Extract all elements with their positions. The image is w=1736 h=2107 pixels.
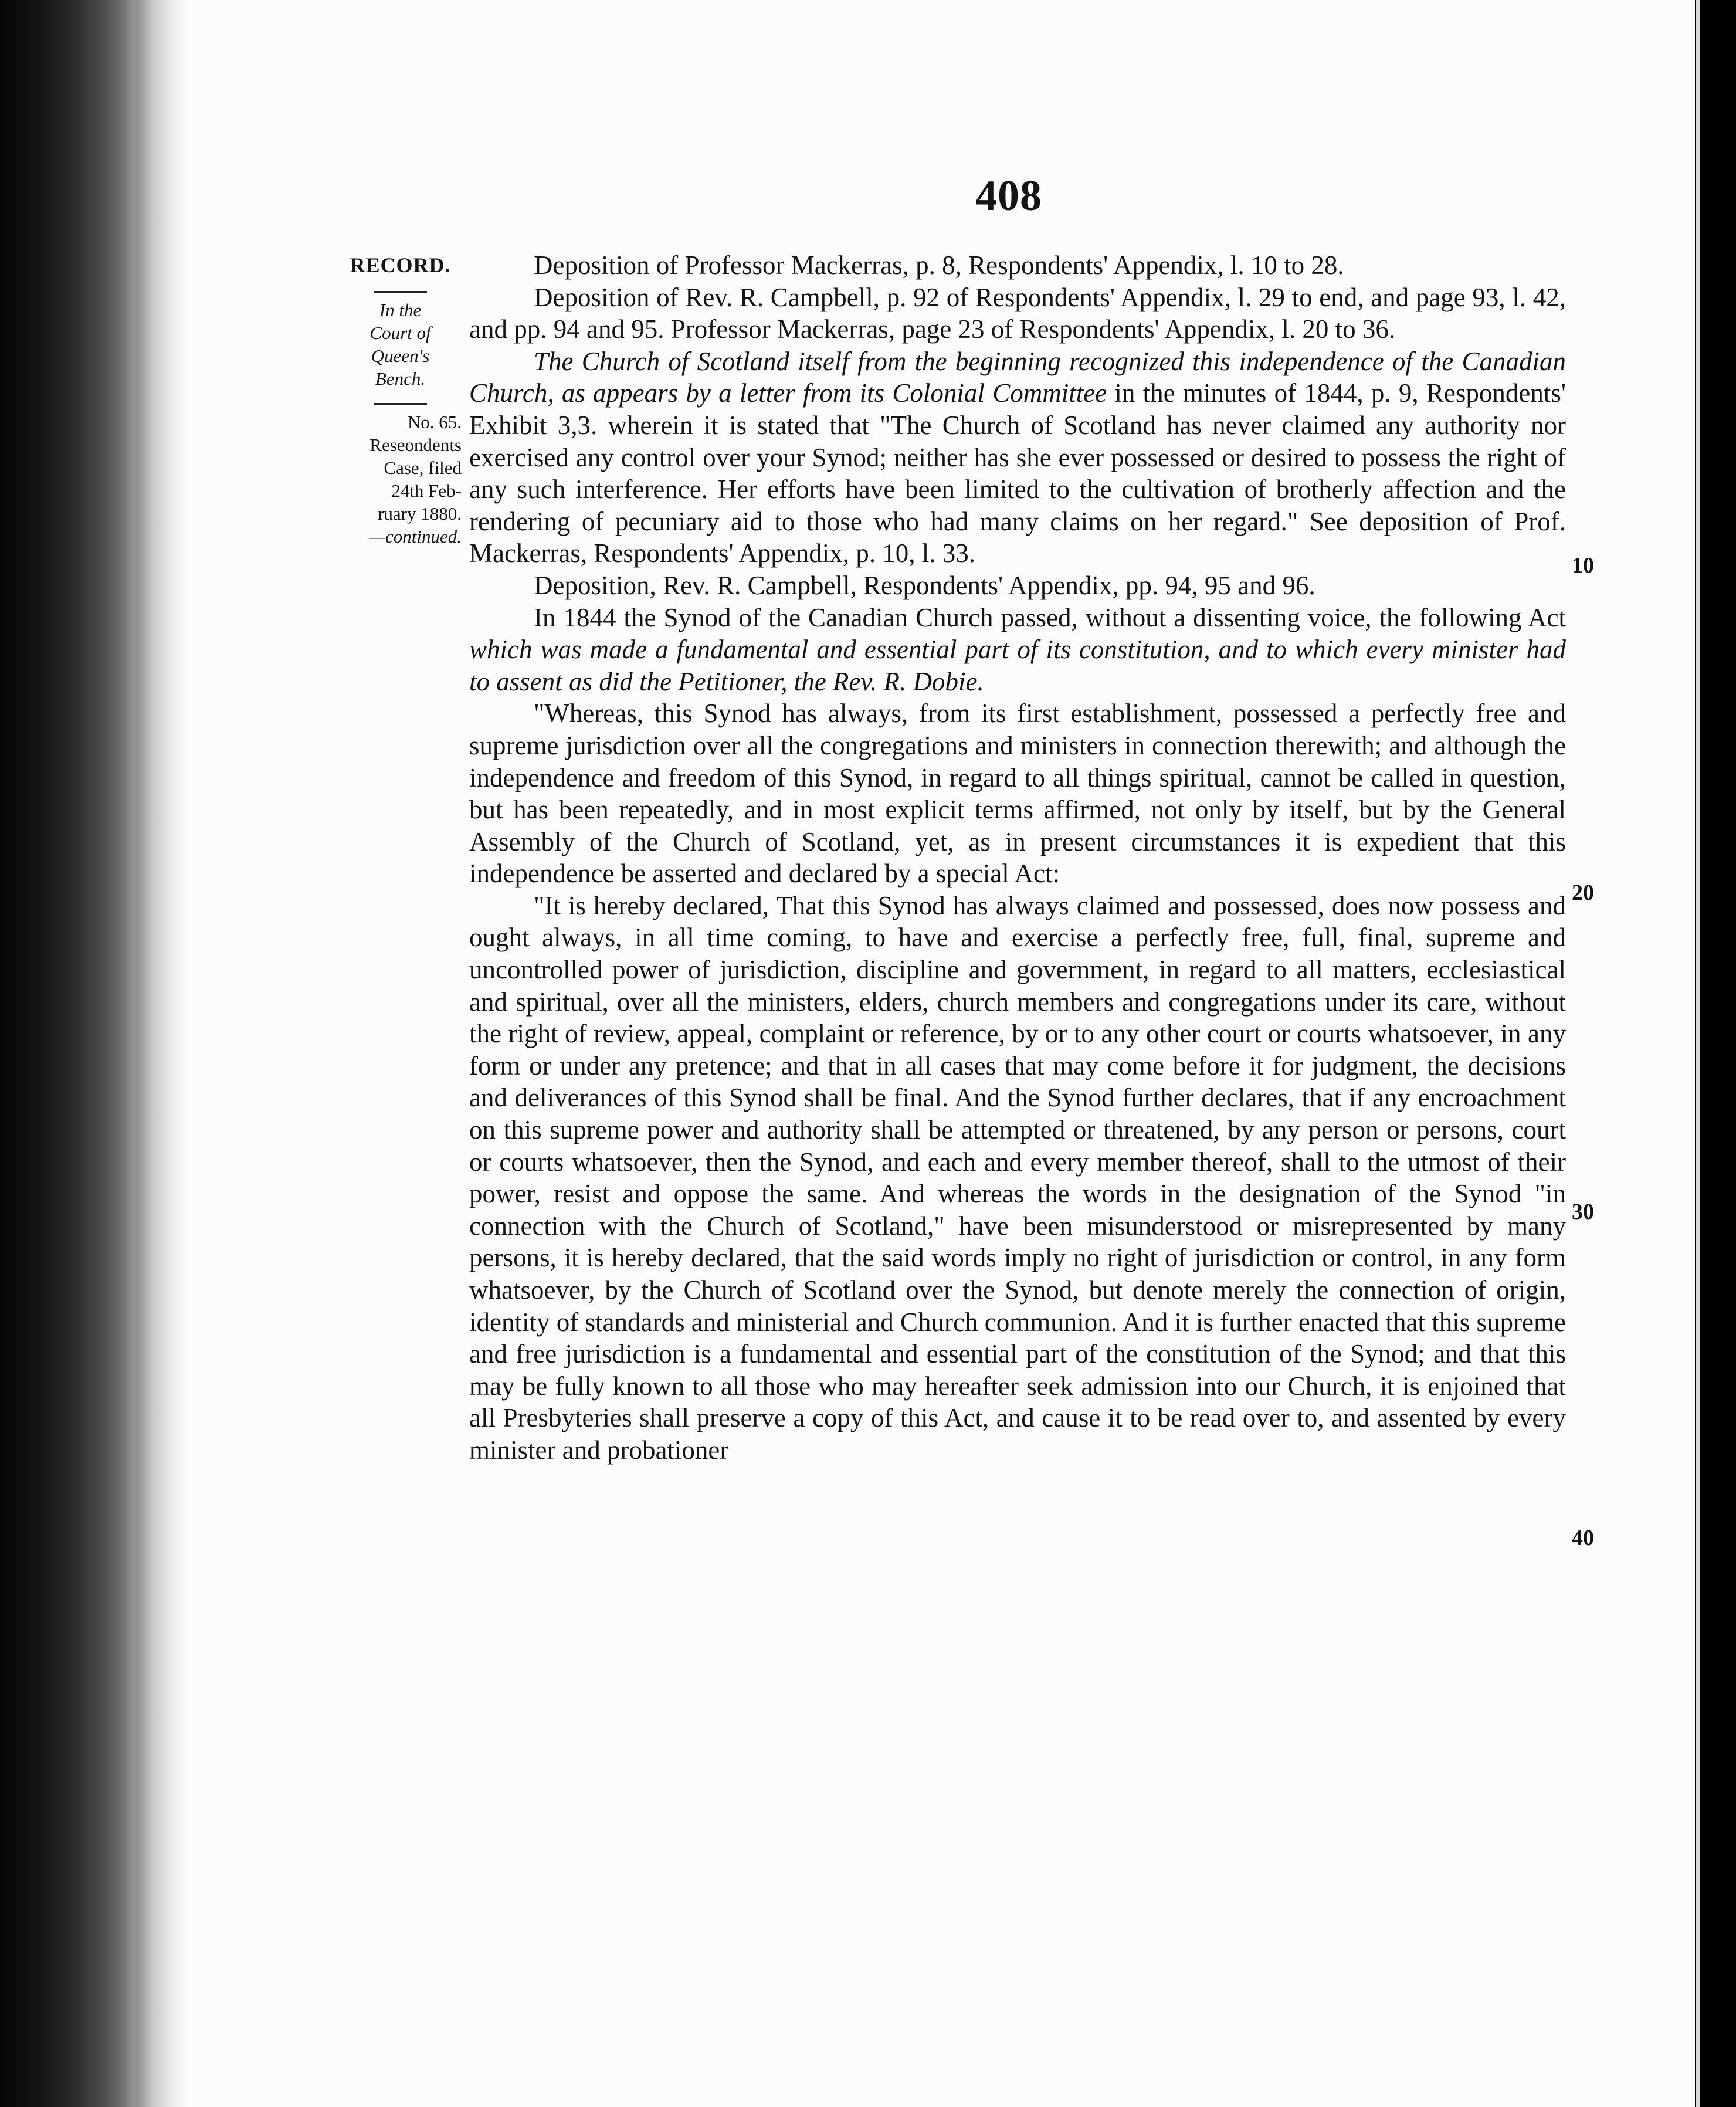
paragraph-text: in the minutes of 1844, p. 9, Respondents' Exhibit 3,3. wherein it is stated that "The Church of Scotland has never claimed any authority nor exercised any control over your Synod; neither has she ever possessed or desired to possess the right of any such interference. Her efforts have been limited to the cultivation of brotherly affection and the rendering of pecuniary aid to those who had many claims on her regard." See deposition of Prof. Mackerras, Respondents' Appendix, p. 10, l. 33. bbox=[469, 378, 1567, 568]
paragraph: "Whereas, this Synod has always, from its first establishment, possessed a perfectly free and supreme jurisdiction over all the congregations and ministers in connection therewith; and although the independence and freedom of this Synod, in regard to all things spiritual, cannot be called in question, but has been repeatedly, and in most explicit terms affirmed, not only by itself, but by the General Assembly of the Church of Scotland, yet, as in present circumstances it is expedient that this independence be asserted and declared by a special Act: bbox=[469, 699, 1566, 889]
margin-court-line: In the bbox=[379, 300, 422, 320]
margin-case-line: ruary 1880. bbox=[378, 503, 462, 524]
margin-rule bbox=[374, 291, 427, 293]
line-number: 30 bbox=[1572, 1200, 1594, 1224]
margin-court-line: Court of bbox=[369, 323, 431, 343]
margin-court-line: Bench. bbox=[375, 368, 426, 389]
margin-rule bbox=[374, 403, 427, 405]
paragraph: Deposition of Rev. R. Campbell, p. 92 of Respondents' Appendix, l. 29 to end, and page 93, l. 42, and pp. 94 and 95. Professor Mackerras, page 23 of Respondents' Appendix, l. 20 to 36. bbox=[469, 282, 1566, 344]
margin-court-line: Queen's bbox=[371, 345, 430, 366]
margin-note bbox=[334, 252, 466, 548]
margin-case-line: Reseondents bbox=[369, 435, 462, 455]
page-number: 408 bbox=[975, 172, 1042, 220]
main-text bbox=[469, 249, 1566, 1466]
page-edge bbox=[135, 0, 188, 2107]
paragraph bbox=[469, 602, 1566, 698]
paragraph bbox=[469, 345, 1566, 570]
italic-passage: The Church of Scotland itself from the beginning recognized this independence of the Canadian Church, as appears by a letter from its Colonial Committee bbox=[469, 346, 1566, 408]
margin-continued bbox=[334, 525, 466, 548]
paragraph: "It is hereby declared, That this Synod has always claimed and possessed, does now possess and ought always, in all time coming, to have and exercise a perfectly free, full, final, supreme and uncontrolled power of jurisdiction, discipline and government, in regard to all matters, ecclesiastical and spiritual, over all the ministers, elders, church members and congregations under its care, without the right of review, appeal, complaint or reference, by or to any other court or courts whatsoever, in any form or under any pretence; and that in all cases that may come before it for judgment, the decisions and deliverances of this Synod shall be final. And the Synod further declares, that if any encroachment on this supreme power and authority shall be attempted or threatened, by any person or persons, court or courts whatsoever, then the Synod, and each and every member thereof, shall to the utmost of their power, resist and oppose the same. And whereas the words in the designation of the Synod "in connection with the Church of Scotland," have been misunderstood or misrepresented by many persons, it is hereby declared, that the said words imply no right of jurisdiction or control, in any form whatsoever, by the Church of Scotland over the Synod, but denote merely the connection of origin, identity of standards and ministerial and Church communion. And it is further enacted that this supreme and free jurisdiction is a fundamental and essential part of the constitution of the Synod; and that this may be fully known to all those who may hereafter seek admission into our Church, it is enjoined that all Presbyteries shall preserve a copy of this Act, and cause it to be read over to, and assented by every minister and probationer bbox=[469, 890, 1566, 1465]
paragraph: Deposition, Rev. R. Campbell, Respondents' Appendix, pp. 94, 95 and 96. bbox=[534, 570, 1315, 600]
scan-border bbox=[1695, 0, 1736, 2107]
italic-passage: which was made a fundamental and essential part of its constitution, and to which every minister had to assent as did the Petitioner, the Rev. R. Dobie. bbox=[469, 635, 1566, 696]
paragraph: Deposition of Professor Mackerras, p. 8, Respondents' Appendix, l. 10 to 28. bbox=[534, 250, 1344, 280]
line-number: 10 bbox=[1572, 553, 1594, 578]
margin-case-line: 24th Feb- bbox=[391, 480, 462, 501]
paragraph-text: In 1844 the Synod of the Canadian Church passed, without a dissenting voice, the following Act bbox=[534, 602, 1566, 632]
facing-page-edge bbox=[1696, 0, 1700, 2107]
margin-continued-text: —continued. bbox=[369, 526, 462, 547]
margin-record-label: RECORD. bbox=[350, 253, 451, 277]
book-spine bbox=[0, 0, 135, 2107]
margin-case-line: No. 65. bbox=[407, 412, 462, 432]
line-number: 40 bbox=[1572, 1526, 1594, 1550]
line-number: 20 bbox=[1572, 880, 1594, 905]
margin-case-line: Case, filed bbox=[384, 458, 462, 478]
